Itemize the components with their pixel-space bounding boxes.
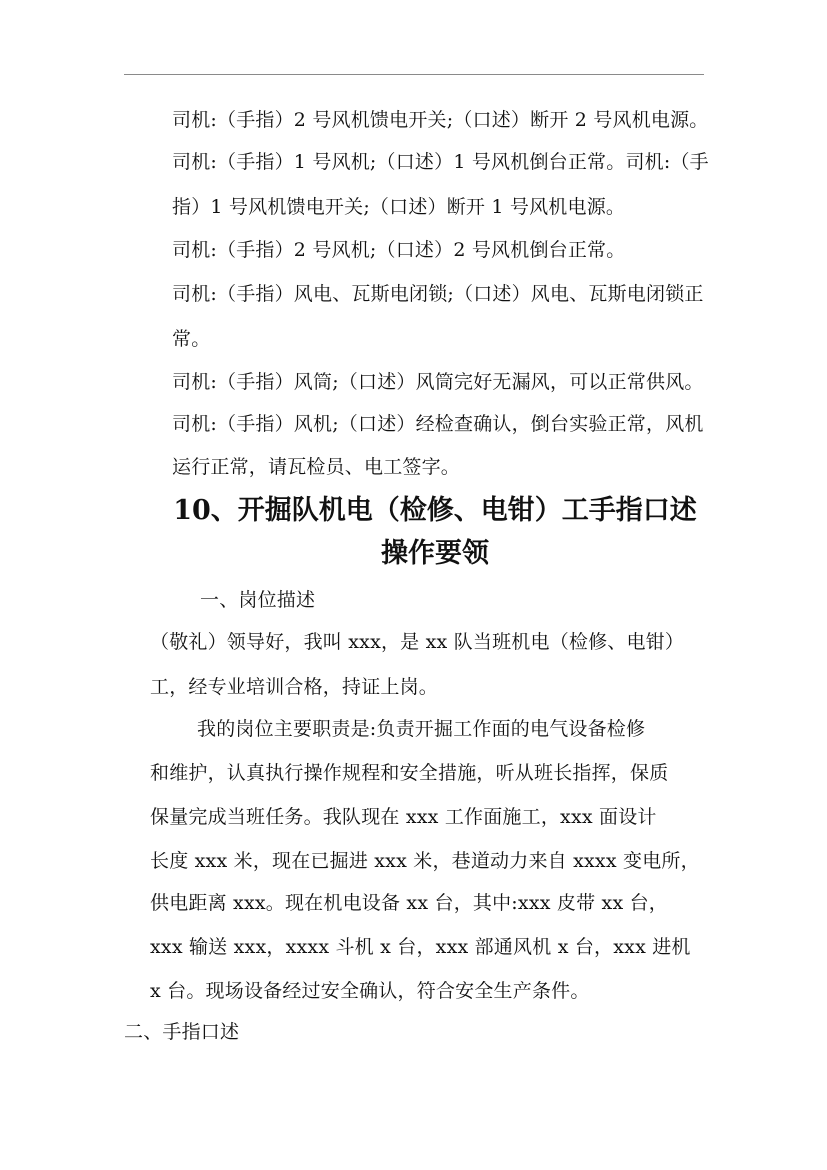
paragraph-line: 长度 xxx 米，现在已掘进 xxx 米，巷道动力来自 xxxx 变电所，	[150, 850, 700, 872]
section-title-cont: 操作要领	[381, 538, 489, 569]
section-title: 10、开掘队机电（检修、电钳）工手指口述	[173, 495, 697, 526]
paragraph-line: xxx 输送 xxx，xxxx 斗机 x 台，xxx 部通风机 x 台，xxx 进机	[150, 936, 691, 958]
header-rule	[124, 74, 704, 75]
text-line: 运行正常，请瓦检员、电工签字。	[172, 456, 461, 478]
paragraph-line: x 台。现场设备经过安全确认，符合安全生产条件。	[150, 980, 590, 1002]
text-line: 司机:（手指）2 号风机;（口述）2 号风机倒台正常。	[172, 239, 626, 261]
paragraph-line: 工，经专业培训合格，持证上岗。	[150, 676, 439, 698]
subheading-finger-oral: 二、手指口述	[124, 1021, 240, 1043]
text-line: 司机:（手指）1 号风机;（口述）1 号风机倒台正常。司机:（手	[172, 151, 709, 173]
paragraph-line: 保量完成当班任务。我队现在 xxx 工作面施工，xxx 面设计	[150, 806, 657, 828]
subheading-job-description: 一、岗位描述	[200, 589, 316, 611]
text-line: 司机:（手指）风电、瓦斯电闭锁;（口述）风电、瓦斯电闭锁正	[172, 283, 704, 305]
paragraph-line: 供电距离 xxx。现在机电设备 xx 台，其中:xxx 皮带 xx 台，	[150, 892, 668, 914]
paragraph-line: （敬礼）领导好，我叫 xxx，是 xx 队当班机电（检修、电钳）	[150, 631, 685, 653]
paragraph-line: 我的岗位主要职责是:负责开掘工作面的电气设备检修	[197, 718, 646, 740]
text-line: 司机:（手指）2 号风机馈电开关;（口述）断开 2 号风机电源。	[172, 109, 709, 131]
paragraph-line: 和维护，认真执行操作规程和安全措施，听从班长指挥，保质	[150, 762, 669, 784]
text-line: 常。	[172, 328, 211, 350]
text-line: 司机:（手指）风机;（口述）经检查确认，倒台实验正常，风机	[172, 413, 704, 435]
text-line: 司机:（手指）风筒;（口述）风筒完好无漏风，可以正常供风。	[172, 371, 704, 393]
text-line: 指）1 号风机馈电开关;（口述）断开 1 号风机电源。	[172, 196, 626, 218]
